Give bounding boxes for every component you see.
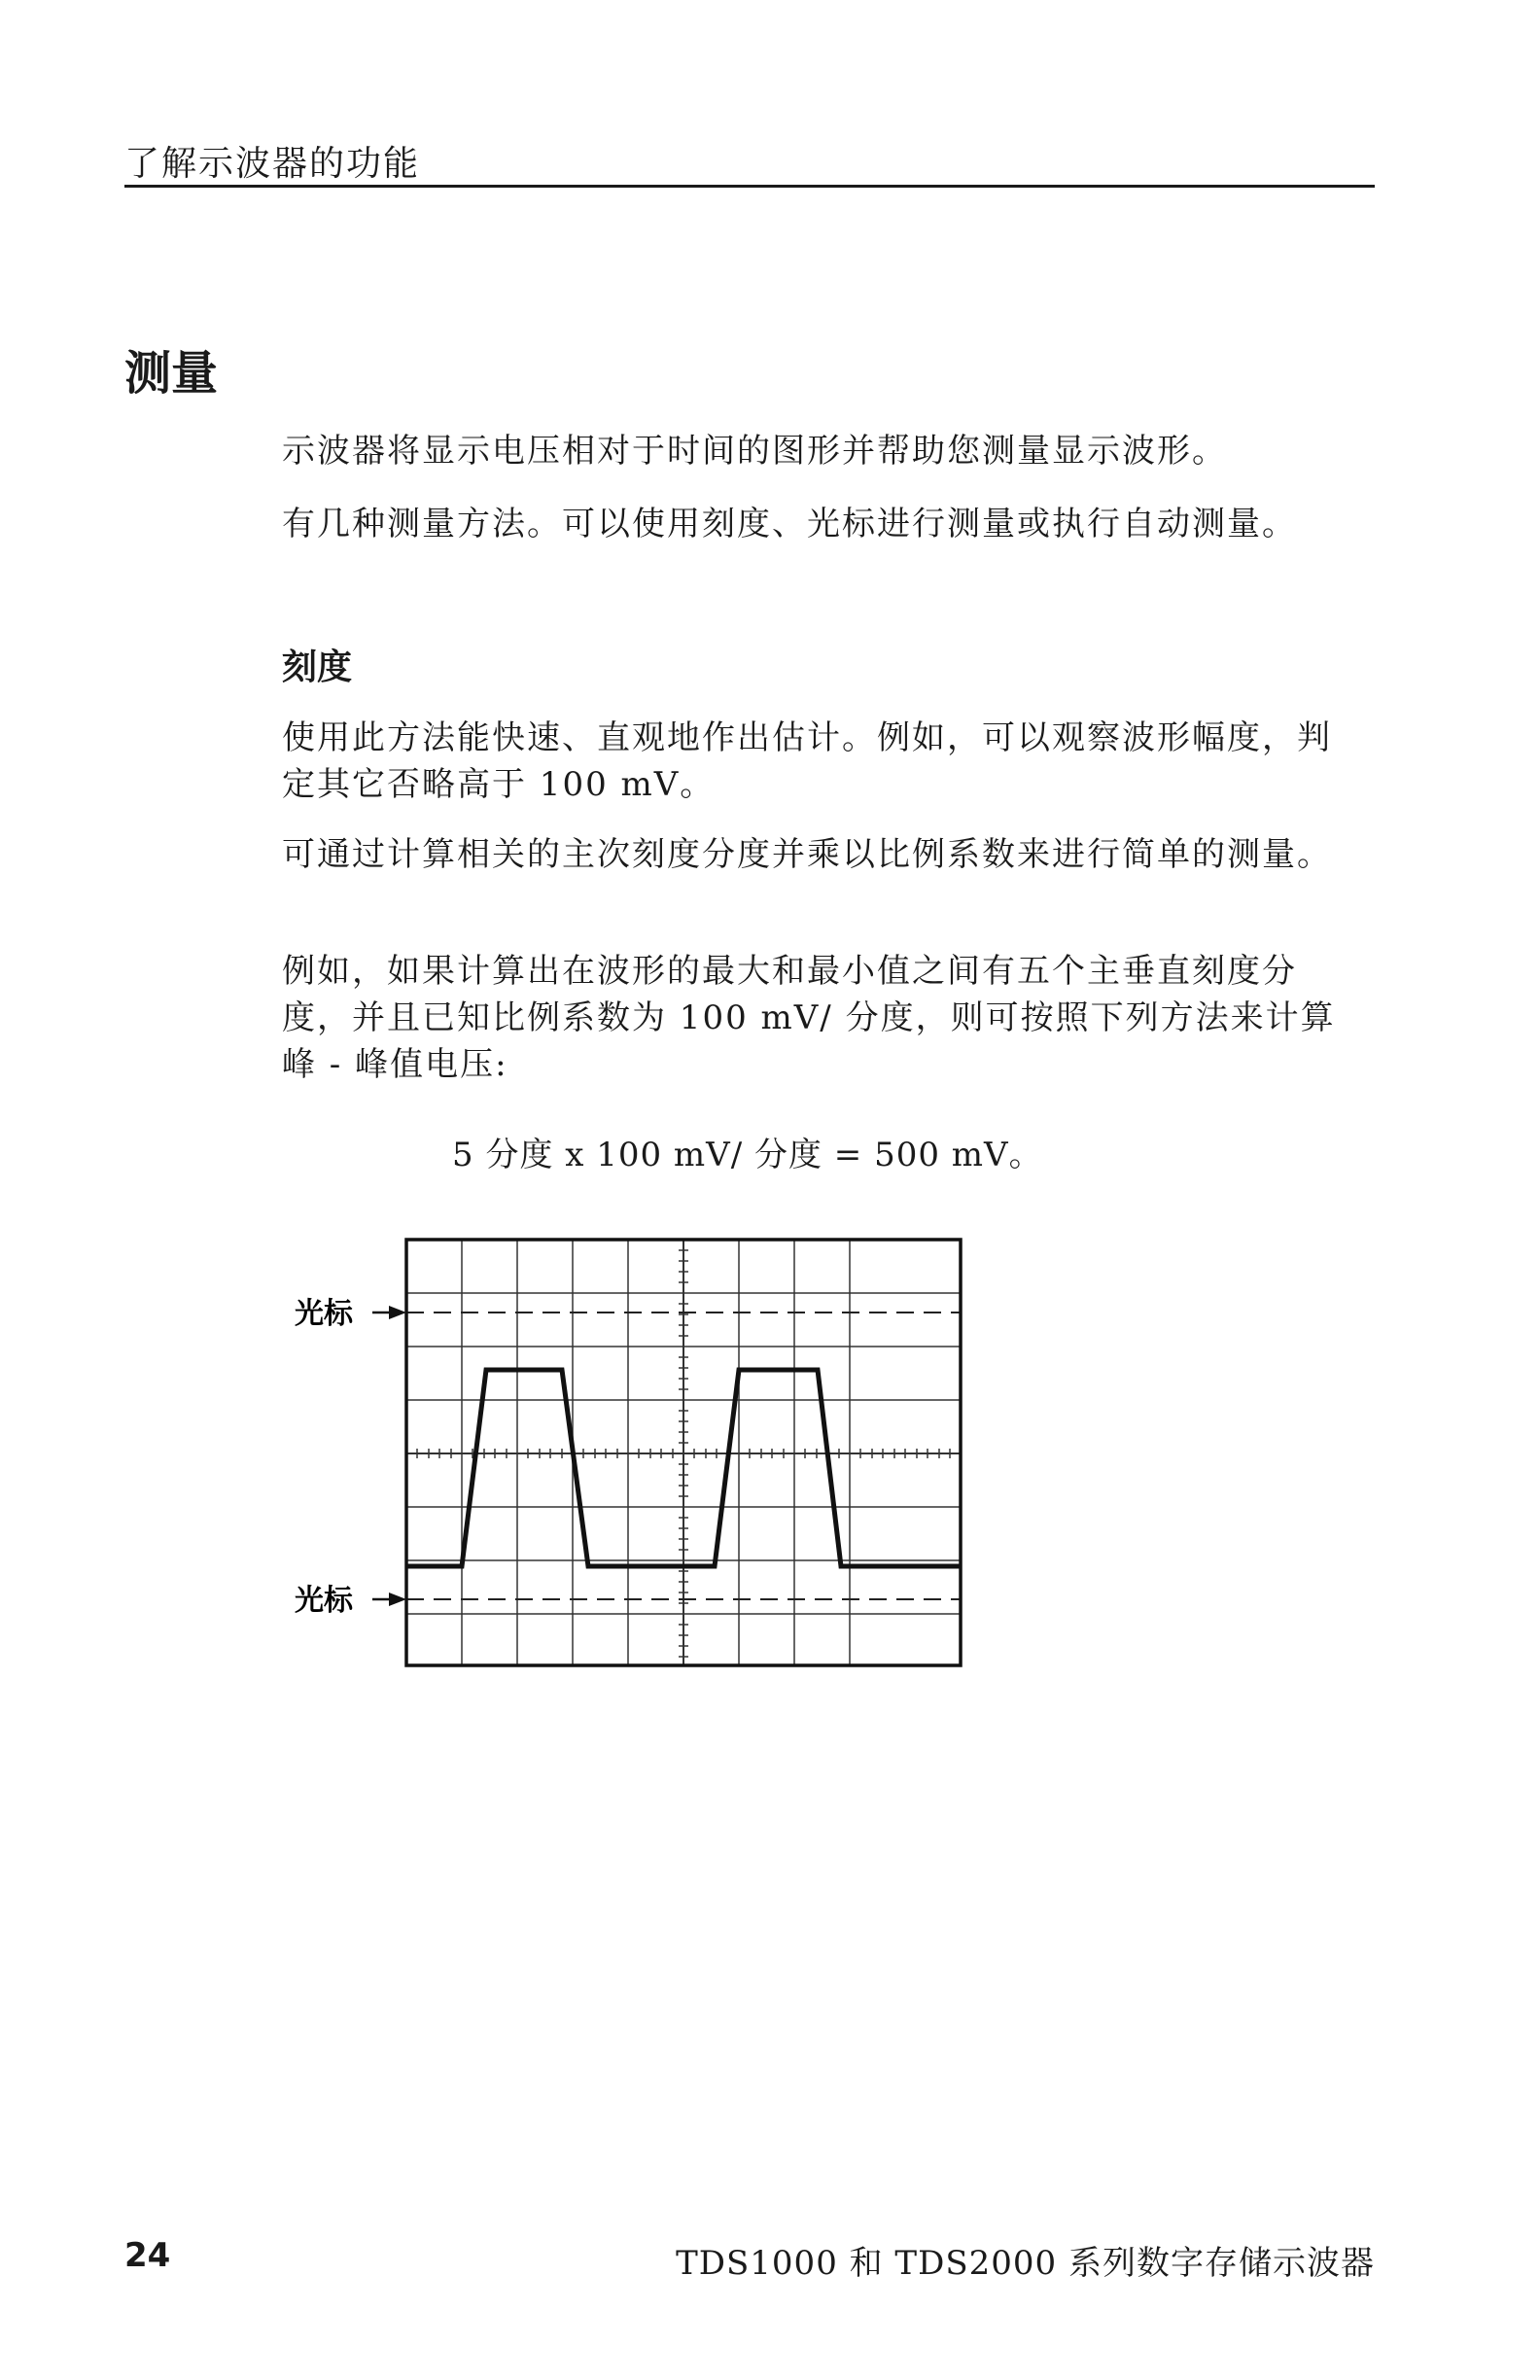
body-paragraph-2: 可通过计算相关的主次刻度分度并乘以比例系数来进行简单的测量。 [282, 835, 1332, 874]
calculation-formula: 5 分度 x 100 mV/ 分度 = 500 mV。 [452, 1136, 1043, 1174]
intro-paragraph-1: 示波器将显示电压相对于时间的图形并帮助您测量显示波形。 [282, 432, 1227, 471]
page-number: 24 [124, 2236, 171, 2275]
cursor-arrow-bottom [372, 1592, 406, 1606]
oscilloscope-graticule-figure [287, 1230, 1045, 1687]
cursor-arrow-top [372, 1306, 406, 1319]
intro-paragraph-2: 有几种测量方法。可以使用刻度、光标进行测量或执行自动测量。 [282, 505, 1297, 543]
graticule-svg [287, 1230, 1045, 1687]
subsection-title: 刻度 [282, 648, 353, 687]
chapter-header: 了解示波器的功能 [124, 144, 421, 184]
body-paragraph-1: 使用此方法能快速、直观地作出估计。例如，可以观察波形幅度，判定其它否略高于 100 mV。 [282, 718, 1332, 804]
section-title: 测量 [124, 346, 219, 401]
center-axis-ticks [406, 1240, 961, 1665]
footer-product-title: TDS1000 和 TDS2000 系列数字存储示波器 [676, 2244, 1375, 2283]
cursor-label-top: 光标 [295, 1297, 353, 1331]
cursor-label-bottom: 光标 [295, 1584, 353, 1618]
header-rule [124, 185, 1375, 188]
body-paragraph-3: 例如，如果计算出在波形的最大和最小值之间有五个主垂直刻度分度，并且已知比例系数为 100 mV/ 分度，则可按照下列方法来计算峰 - 峰值电压: [282, 952, 1336, 1084]
